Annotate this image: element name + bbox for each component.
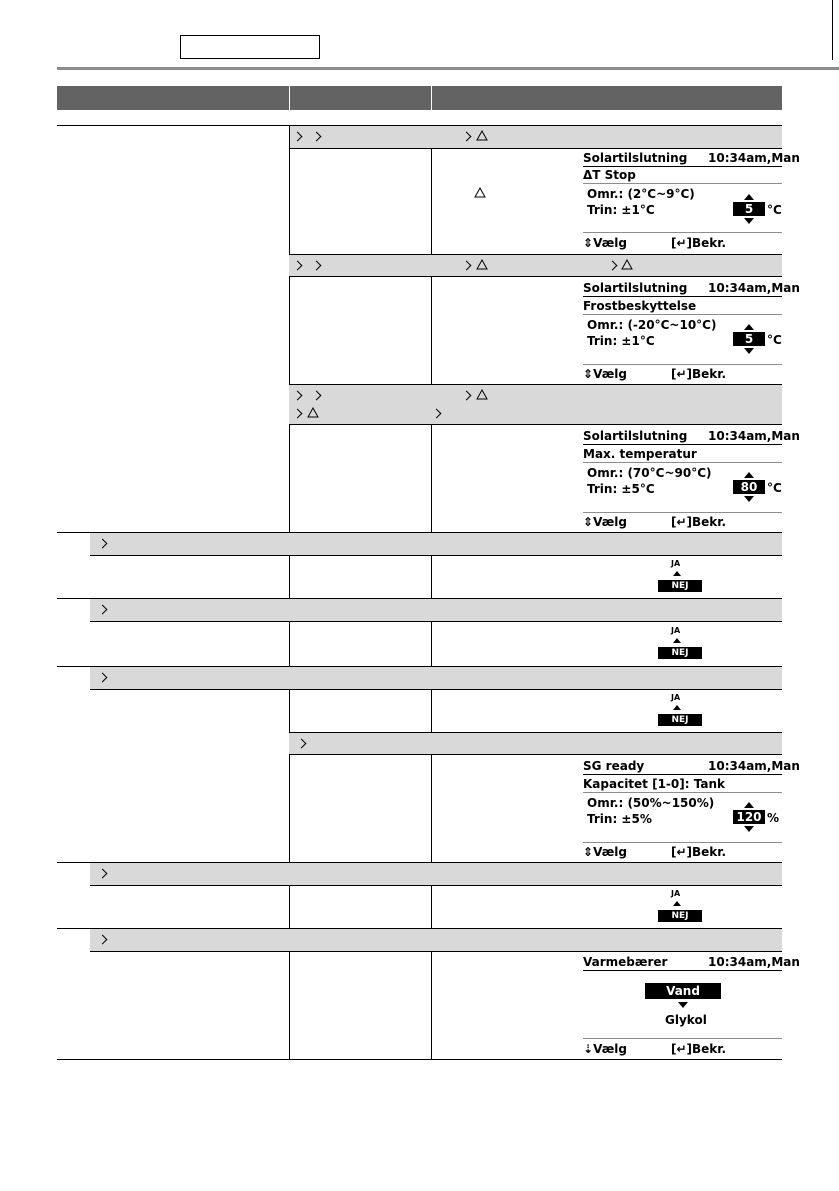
col-rule-2 [431, 885, 432, 928]
lcd-time: 10:34am,Man [708, 151, 800, 165]
section-band [90, 929, 782, 951]
lcd-range: Omr.: (70°C~90°C) [587, 466, 712, 480]
lcd-rule [583, 512, 782, 513]
increase-arrow-icon [744, 194, 754, 200]
yes-option: JA [671, 889, 681, 898]
table-header-divider-1 [289, 86, 290, 110]
lcd-rule [583, 842, 782, 843]
col-rule-1 [289, 951, 290, 1059]
lcd-rule [583, 444, 782, 445]
lcd-title: Varmebærer [583, 955, 668, 969]
lcd-rule [583, 1038, 782, 1039]
lcd-footer-select: ⇕Vælg [583, 236, 627, 250]
lcd-rule [583, 166, 782, 167]
lcd-footer-select: ⇕Vælg [583, 367, 627, 381]
lcd-step: Trin: ±1°C [587, 334, 655, 348]
lcd-footer-select: ⇕Vælg [583, 515, 627, 529]
up-arrow-icon [673, 901, 681, 906]
col-rule-1 [289, 689, 290, 862]
lcd-unit: °C [767, 203, 782, 217]
section-band [90, 667, 782, 689]
row-rule [90, 885, 782, 886]
lcd-unit: °C [767, 481, 782, 495]
lcd-step: Trin: ±5% [587, 812, 652, 826]
lcd-footer-select: ⇕Vælg [583, 845, 627, 859]
delta-icon [476, 389, 488, 400]
decrease-arrow-icon [744, 218, 754, 224]
no-option: NEJ [658, 714, 702, 726]
lcd-unit: °C [767, 333, 782, 347]
lcd-subtitle: Frostbeskyttelse [583, 299, 697, 313]
crop-mark-top-right [832, 0, 833, 60]
lcd-footer-confirm: [↵]Bekr. [671, 515, 727, 529]
lcd-step: Trin: ±5°C [587, 482, 655, 496]
lcd-value: 5 [733, 202, 765, 216]
table-header-bar [57, 86, 782, 110]
lcd-footer-confirm: [↵]Bekr. [671, 367, 727, 381]
lcd-value: 120 [733, 810, 765, 824]
lcd-step: Trin: ±1°C [587, 203, 655, 217]
row-rule [289, 276, 782, 277]
section-band [90, 533, 782, 555]
col-rule-2 [431, 555, 432, 598]
increase-arrow-icon [744, 324, 754, 330]
lcd-time: 10:34am,Man [708, 281, 800, 295]
no-option: NEJ [658, 910, 702, 922]
lcd-footer-confirm: [↵]Bekr. [671, 1042, 727, 1056]
lcd-subtitle: Max. temperatur [583, 447, 697, 461]
row-band-max-temp [289, 385, 782, 424]
delta-icon [476, 130, 488, 141]
col-rule-2 [431, 276, 432, 384]
table-bottom-rule [57, 1059, 782, 1060]
lcd-rule [583, 774, 782, 775]
col-rule-2 [431, 951, 432, 1059]
delta-icon [307, 407, 319, 418]
lcd-rule [583, 364, 782, 365]
header-rule [57, 67, 839, 70]
row-rule [90, 621, 782, 622]
col-rule-1 [289, 555, 290, 598]
lcd-subtitle: ΔT Stop [583, 168, 636, 182]
col-rule-2 [431, 424, 432, 532]
col-rule-1 [289, 885, 290, 928]
lcd-subtitle: Kapacitet [1-0]: Tank [583, 777, 725, 791]
lcd-title: Solartilslutning [583, 429, 688, 443]
lcd-rule [583, 970, 782, 971]
other-option: Glykol [665, 1013, 707, 1027]
lcd-time: 10:34am,Man [708, 429, 800, 443]
row-rule [289, 148, 782, 149]
row-rule [289, 754, 782, 755]
col-rule-1 [289, 125, 290, 532]
decrease-arrow-icon [744, 348, 754, 354]
up-arrow-icon [673, 705, 681, 710]
col-rule-2 [431, 754, 432, 862]
lcd-title: Solartilslutning [583, 281, 688, 295]
lcd-footer-confirm: [↵]Bekr. [671, 236, 727, 250]
col-rule-2 [431, 148, 432, 254]
section-band [90, 863, 782, 885]
down-arrow-icon [678, 1002, 688, 1008]
up-arrow-icon [673, 571, 681, 576]
row-band-dt-stop [289, 126, 782, 148]
lcd-title: SG ready [583, 759, 645, 773]
delta-icon [621, 259, 633, 270]
lcd-time: 10:34am,Man [708, 759, 800, 773]
no-option: NEJ [658, 647, 702, 659]
increase-arrow-icon [744, 802, 754, 808]
col-rule-1 [289, 621, 290, 666]
lcd-footer-select: ⇣Vælg [583, 1042, 627, 1056]
selected-option: Vand [645, 983, 721, 999]
row-band-sg-ready [289, 733, 782, 754]
lcd-value: 80 [733, 480, 765, 494]
lcd-range: Omr.: (50%~150%) [587, 796, 715, 810]
lcd-rule [583, 296, 782, 297]
row-rule [90, 951, 782, 952]
row-rule [289, 424, 782, 425]
lcd-footer-confirm: [↵]Bekr. [671, 845, 727, 859]
lcd-rule [583, 792, 782, 793]
no-option: NEJ [658, 580, 702, 592]
lcd-rule [583, 183, 782, 184]
lcd-range: Omr.: (-20°C~10°C) [587, 318, 717, 332]
row-rule [289, 254, 782, 255]
lcd-rule [583, 232, 782, 233]
yes-option: JA [671, 693, 681, 702]
lcd-unit: % [767, 811, 780, 825]
lcd-rule [583, 314, 782, 315]
delta-icon [474, 187, 486, 198]
decrease-arrow-icon [744, 496, 754, 502]
decrease-arrow-icon [744, 826, 754, 832]
row-band-frost [289, 255, 782, 276]
up-arrow-icon [673, 638, 681, 643]
row-rule [90, 555, 782, 556]
lcd-rule [583, 462, 782, 463]
header-label-box [180, 35, 320, 59]
lcd-title: Solartilslutning [583, 151, 688, 165]
table-header-divider-2 [431, 86, 432, 110]
col-rule-2 [431, 689, 432, 732]
lcd-value: 5 [733, 332, 765, 346]
lcd-range: Omr.: (2°C~9°C) [587, 187, 695, 201]
row-rule [90, 689, 782, 690]
increase-arrow-icon [744, 472, 754, 478]
lcd-time: 10:34am,Man [708, 955, 800, 969]
yes-option: JA [671, 626, 681, 635]
col-rule-2 [431, 621, 432, 666]
section-band [90, 599, 782, 621]
yes-option: JA [671, 559, 681, 568]
delta-icon [476, 259, 488, 270]
